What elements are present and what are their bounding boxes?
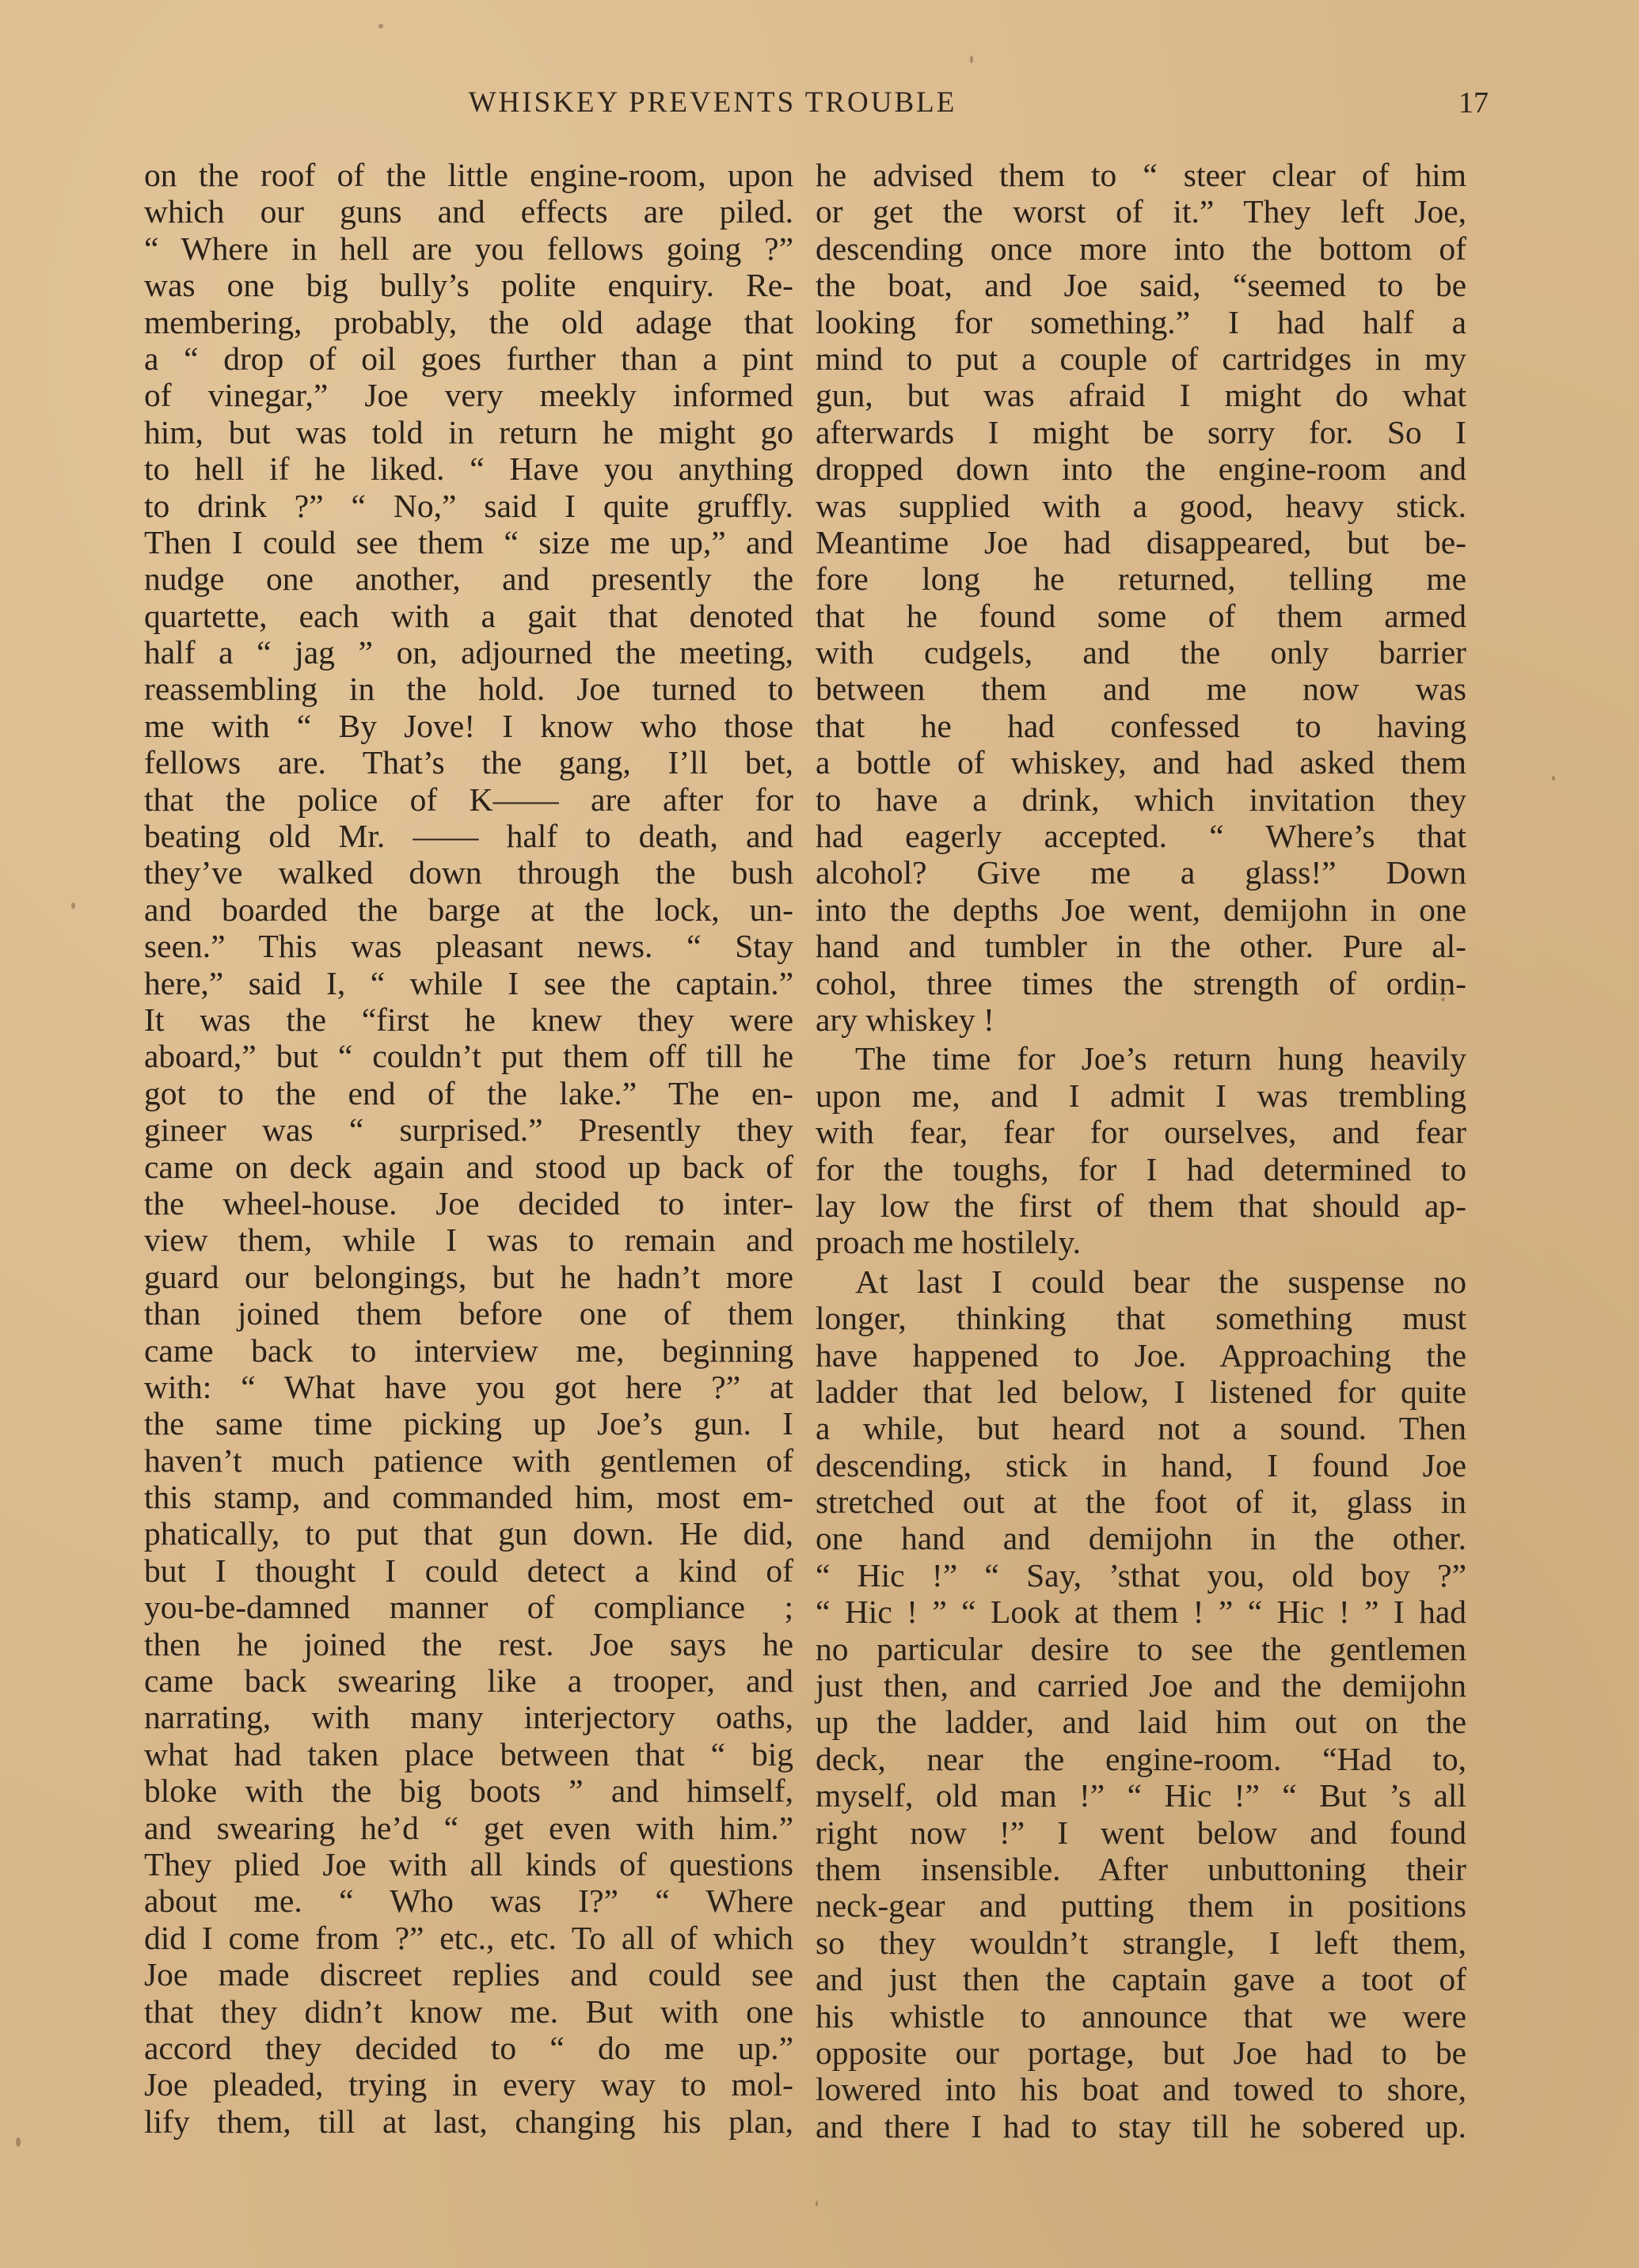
text-line: At last I could bear the suspense no — [855, 1263, 1466, 1300]
text-line: have happened to Joe. Approaching the — [816, 1336, 1466, 1373]
page-number: 17 — [1458, 86, 1489, 120]
text-line: Joe pleaded, trying in every way to mol- — [144, 2066, 793, 2103]
text-line: here,” said I, “ while I see the captain.” — [144, 964, 793, 1001]
text-line: Meantime Joe had disappeared, but be- — [816, 523, 1466, 560]
text-line: one hand and demijohn in the other. — [816, 1520, 1466, 1557]
text-line: did I come from ?” etc., etc. To all of which — [144, 1919, 793, 1956]
text-line: and swearing he’d “ get even with him.” — [144, 1809, 793, 1846]
text-line: about me. “ Who was I?” “ Where — [144, 1882, 793, 1920]
text-line: dropped down into the engine-room and — [816, 450, 1466, 488]
text-line: The time for Joe’s return hung heavily — [855, 1040, 1466, 1077]
text-line: aboard,” but “ couldn’t put them off till he — [144, 1038, 793, 1075]
text-line: reassembling in the hold. Joe turned to — [144, 671, 793, 708]
running-head — [143, 79, 1489, 127]
text-line: the wheel-house. Joe decided to inter- — [144, 1184, 793, 1221]
text-line: which our guns and effects are piled. — [144, 193, 793, 230]
text-line: you-be-damned manner of compliance ; — [144, 1589, 793, 1626]
text-line: narrating, with many interjectory oaths, — [144, 1699, 793, 1736]
text-line: longer, thinking that something must — [816, 1300, 1466, 1337]
text-line: beating old Mr. —— half to death, and — [144, 818, 793, 855]
text-line: bloke with the big boots ” and himself, — [144, 1772, 793, 1810]
text-line: came on deck again and stood up back of — [144, 1148, 793, 1185]
text-line: haven’t much patience with gentlemen of — [144, 1442, 793, 1479]
text-line: between them and me now was — [816, 671, 1466, 708]
text-line: cohol, three times the strength of ordin- — [816, 964, 1466, 1001]
text-line: with fear, fear for ourselves, and fear — [816, 1114, 1466, 1151]
text-line: he advised them to “ steer clear of him — [816, 157, 1466, 193]
text-line: proach me hostilely. — [816, 1224, 1081, 1261]
text-line: that he found some of them armed — [816, 597, 1466, 634]
text-line: view them, while I was to remain and — [144, 1221, 793, 1259]
text-line: They plied Joe with all kinds of questions — [144, 1845, 793, 1882]
text-line: descending, stick in hand, I found Joe — [816, 1446, 1466, 1484]
text-line: that he had confessed to having — [816, 707, 1466, 744]
text-line: gun, but was afraid I might do what — [816, 377, 1466, 414]
text-line: half a “ jag ” on, adjourned the meeting, — [144, 634, 793, 671]
text-line: deck, near the engine-room. “Had to, — [816, 1740, 1466, 1777]
text-line: It was the “first he knew they were — [144, 1001, 793, 1038]
text-line: for the toughs, for I had determined to — [816, 1150, 1466, 1187]
text-line: or get the worst of it.” They left Joe, — [816, 193, 1466, 230]
text-line: his whistle to announce that we were — [816, 1997, 1466, 2034]
text-line: to drink ?” “ No,” said I quite gruffly. — [144, 487, 793, 524]
text-line: guard our belongings, but he hadn’t more — [144, 1258, 793, 1295]
text-line: but I thought I could detect a kind of — [144, 1552, 793, 1589]
text-line: no particular desire to see the gentlemen — [816, 1630, 1466, 1667]
text-line: on the roof of the little engine-room, upon — [144, 157, 793, 193]
text-line: with cudgels, and the only barrier — [816, 634, 1466, 671]
text-line: came back swearing like a trooper, and — [144, 1662, 793, 1700]
text-line: him, but was told in return he might go — [144, 413, 793, 450]
text-line: just then, and carried Joe and the demijohn — [816, 1667, 1466, 1704]
text-line: right now !” I went below and found — [816, 1814, 1466, 1851]
text-line: then he joined the rest. Joe says he — [144, 1625, 793, 1662]
right-column — [816, 157, 1466, 2145]
text-line: to hell if he liked. “ Have you anything — [144, 450, 793, 488]
text-line: had eagerly accepted. “ Where’s that — [816, 818, 1466, 855]
text-line: phatically, to put that gun down. He did, — [144, 1515, 793, 1552]
text-line: with: “ What have you got here ?” at — [144, 1368, 793, 1405]
text-line: got to the end of the lake.” The en- — [144, 1074, 793, 1111]
text-line: was supplied with a good, heavy stick. — [816, 487, 1466, 524]
text-line: and there I had to stay till he sobered up. — [816, 2107, 1466, 2145]
text-line: a bottle of whiskey, and had asked them — [816, 744, 1466, 781]
text-line: “ Where in hell are you fellows going ?” — [144, 230, 793, 267]
text-line: this stamp, and commanded him, most em- — [144, 1479, 793, 1516]
text-line: upon me, and I admit I was trembling — [816, 1077, 1466, 1114]
text-line: fore long he returned, telling me — [816, 560, 1466, 598]
left-column — [144, 157, 793, 2140]
text-line: hand and tumbler in the other. Pure al- — [816, 928, 1466, 965]
text-line: a while, but heard not a sound. Then — [816, 1410, 1466, 1447]
text-line: ladder that led below, I listened for quite — [816, 1373, 1466, 1410]
text-line: lay low the first of them that should ap- — [816, 1187, 1466, 1224]
text-line: quartette, each with a gait that denoted — [144, 597, 793, 634]
text-line: of vinegar,” Joe very meekly informed — [144, 377, 793, 414]
text-line: afterwards I might be sorry for. So I — [816, 413, 1466, 450]
text-line: a “ drop of oil goes further than a pint — [144, 340, 793, 377]
text-line: that they didn’t know me. But with one — [144, 1993, 793, 2030]
text-line: into the depths Joe went, demijohn in one — [816, 891, 1466, 928]
text-line: stretched out at the foot of it, glass in — [816, 1484, 1466, 1521]
text-line: descending once more into the bottom of — [816, 230, 1466, 267]
text-line: neck-gear and putting them in positions — [816, 1887, 1466, 1924]
text-line: membering, probably, the old adage that — [144, 303, 793, 340]
text-line: and just then the captain gave a toot of — [816, 1961, 1466, 1998]
text-line: mind to put a couple of cartridges in my — [816, 340, 1466, 377]
text-line: the boat, and Joe said, “seemed to be — [816, 267, 1466, 304]
text-line: them insensible. After unbuttoning their — [816, 1850, 1466, 1887]
text-line: nudge one another, and presently the — [144, 560, 793, 598]
text-line: and boarded the barge at the lock, un- — [144, 891, 793, 928]
text-line: “ Hic !” “ Say, ’sthat you, old boy ?” — [816, 1556, 1466, 1594]
text-line: alcohol? Give me a glass!” Down — [816, 854, 1466, 891]
text-line: to have a drink, which invitation they — [816, 781, 1466, 818]
text-line: the same time picking up Joe’s gun. I — [144, 1405, 793, 1442]
text-line: that the police of K—— are after for — [144, 781, 793, 818]
text-line: seen.” This was pleasant news. “ Stay — [144, 928, 793, 965]
text-line: so they wouldn’t strangle, I left them, — [816, 1924, 1466, 1961]
text-line: ary whiskey ! — [816, 1001, 994, 1038]
text-line: Then I could see them “ size me up,” and — [144, 523, 793, 560]
text-line: gineer was “ surprised.” Presently they — [144, 1111, 793, 1149]
text-line: Joe made discreet replies and could see — [144, 1956, 793, 1993]
text-line: fellows are. That’s the gang, I’ll bet, — [144, 744, 793, 781]
text-line: me with “ By Jove! I know who those — [144, 707, 793, 744]
text-line: was one big bully’s polite enquiry. Re- — [144, 267, 793, 304]
text-line: came back to interview me, beginning — [144, 1332, 793, 1369]
text-line: opposite our portage, but Joe had to be — [816, 2034, 1466, 2071]
text-line: up the ladder, and laid him out on the — [816, 1704, 1466, 1741]
text-line: accord they decided to “ do me up.” — [144, 2029, 793, 2066]
text-line: than joined them before one of them — [144, 1295, 793, 1332]
text-line: lify them, till at last, changing his plan, — [144, 2103, 793, 2140]
text-line: looking for something.” I had half a — [816, 303, 1466, 340]
running-head-title: WHISKEY PREVENTS TROUBLE — [468, 86, 957, 119]
text-line: “ Hic ! ” “ Look at them ! ” “ Hic ! ” I had — [816, 1594, 1466, 1631]
text-line: lowered into his boat and towed to shore, — [816, 2071, 1466, 2108]
text-line: they’ve walked down through the bush — [144, 854, 793, 891]
text-line: what had taken place between that “ big — [144, 1735, 793, 1772]
text-line: myself, old man !” “ Hic !” “ But ’s all — [816, 1777, 1466, 1814]
